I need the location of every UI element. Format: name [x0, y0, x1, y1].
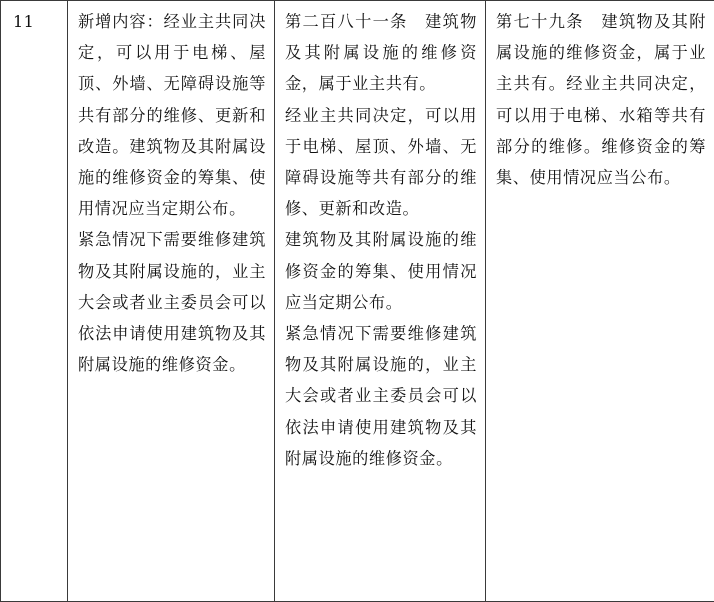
table-row — [1, 1, 714, 602]
row-number: 11 — [13, 12, 35, 31]
added-content-paragraph: 紧急情况下需要维修建筑物及其附属设施的，业主大会或者业主委员会可以依法申请使用建筑物及其附属设施的维修资金。 — [78, 230, 266, 375]
row-number-cell — [1, 1, 68, 602]
civil-code-article-cell — [275, 1, 486, 602]
civil-code-article-paragraph: 第二百八十一条 建筑物及其附属设施的维修资金，属于业主共有。 — [285, 12, 477, 94]
civil-code-article-paragraph: 经业主共同决定，可以用于电梯、屋顶、外墙、无障碍设施等共有部分的维修、更新和改造。 — [285, 105, 477, 219]
added-content-paragraph: 新增内容：经业主共同决定，可以用于电梯、屋顶、外墙、无障碍设施等共有部分的维修、更新和改造。建筑物及其附属设施的维修资金的筹集、使用情况应当定期公布。 — [78, 12, 266, 219]
property-law-article-cell — [486, 1, 714, 602]
added-content-cell — [68, 1, 275, 602]
civil-code-article-paragraph: 建筑物及其附属设施的维修资金的筹集、使用情况应当定期公布。 — [285, 230, 477, 312]
property-law-article-paragraph: 第七十九条 建筑物及其附属设施的维修资金，属于业主共有。经业主共同决定，可以用于电梯、水箱等共有部分的维修。维修资金的筹集、使用情况应当公布。 — [496, 12, 706, 188]
civil-code-article-paragraph: 紧急情况下需要维修建筑物及其附属设施的，业主大会或者业主委员会可以依法申请使用建筑物及其附属设施的维修资金。 — [285, 324, 477, 468]
